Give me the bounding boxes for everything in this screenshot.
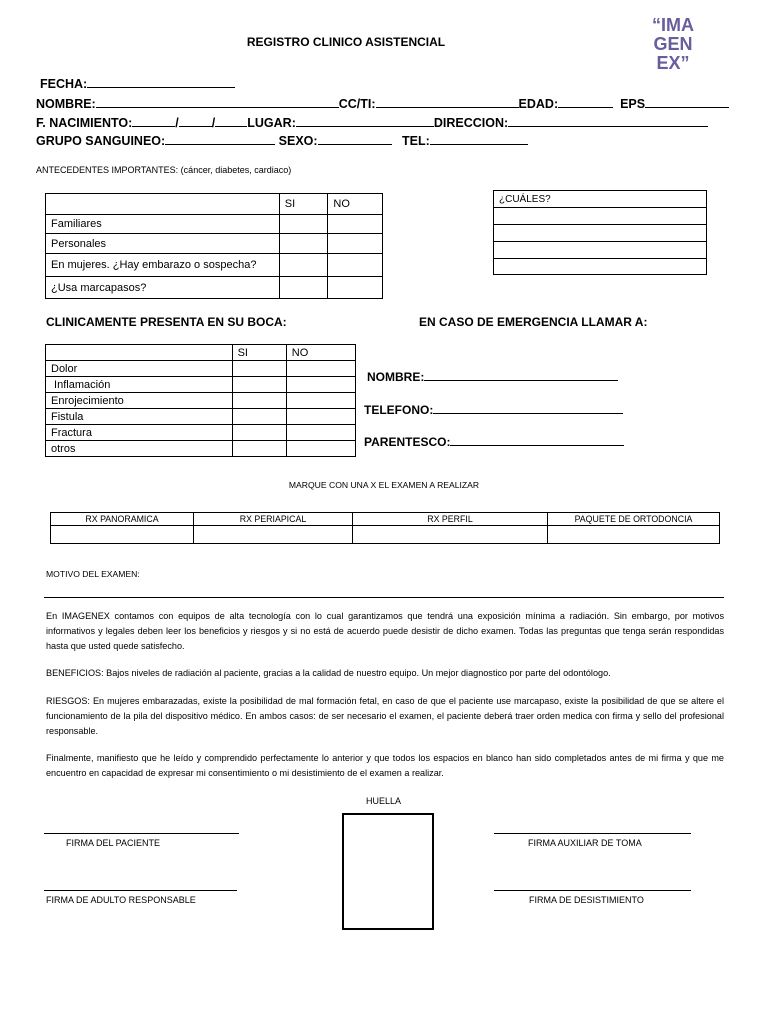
no-cell[interactable] (286, 441, 355, 457)
table-row (46, 254, 383, 277)
eps-field[interactable] (645, 96, 729, 108)
table-row (46, 441, 356, 457)
huella-label: HUELLA (366, 796, 402, 806)
row-label: Familiares (46, 215, 280, 234)
firma-paciente-line[interactable] (44, 833, 239, 834)
row-label: Inflamación (46, 377, 233, 393)
tel-label: TEL: (402, 134, 430, 148)
anio-field[interactable] (215, 115, 247, 127)
tel-field[interactable] (430, 133, 528, 145)
table-row (494, 242, 707, 259)
no-cell[interactable] (328, 215, 383, 234)
slash-1: / (175, 116, 179, 130)
firma-adulto-label: FIRMA DE ADULTO RESPONSABLE (46, 895, 196, 905)
table-row (494, 208, 707, 225)
cuales-cell[interactable] (494, 242, 707, 259)
grupo-row (36, 133, 528, 148)
emergencia-nombre-label: NOMBRE: (367, 370, 425, 384)
final-paragraph: Finalmente, manifiesto que he leído y comprendido perfectamente lo anterior y que todos los espacios en blanco han sido completados antes de mi firma y que me encuentro en capacidad de expresar mi consentimiento o mi desistimiento de el examen a realizar. (46, 753, 724, 778)
col-si: SI (279, 194, 328, 215)
firma-desistimiento-label: FIRMA DE DESISTIMIENTO (529, 895, 644, 905)
firma-auxiliar-line[interactable] (494, 833, 691, 834)
antecedentes-label: ANTECEDENTES IMPORTANTES: (cáncer, diabetes, cardiaco) (36, 165, 292, 175)
logo-line-3: EX” (656, 53, 690, 73)
nombre-label: NOMBRE: (36, 97, 96, 111)
row-label: otros (46, 441, 233, 457)
row-label: Personales (46, 234, 280, 254)
table-row (46, 277, 383, 299)
imagenex-logo (644, 14, 702, 74)
eps-label: EPS (620, 97, 646, 111)
fecha-field[interactable] (87, 76, 235, 88)
table-row (494, 191, 707, 208)
table-row (51, 513, 720, 526)
nombre-field[interactable] (96, 96, 339, 108)
firma-paciente-label: FIRMA DEL PACIENTE (66, 838, 161, 848)
firma-auxiliar-label: FIRMA AUXILIAR DE TOMA (528, 838, 642, 848)
grupo-sanguineo-field[interactable] (165, 133, 275, 145)
no-cell[interactable] (286, 393, 355, 409)
no-cell[interactable] (286, 425, 355, 441)
row-label: ¿Usa marcapasos? (46, 277, 280, 299)
si-cell[interactable] (279, 215, 328, 234)
intro-paragraph: En IMAGENEX contamos con equipos de alta tecnología con lo cual garantizamos que tendrá una exposición mínima a radiación. Sin embargo, por motivos informativos y legales deben leer los beneficios y riesgos y si no está de acuerdo puede desistir de dicho examen. Todas las preguntas que tenga serán respondidas hasta que usted quede satisfecho. (46, 611, 724, 651)
emergencia-parentesco-row (364, 433, 624, 449)
lugar-field[interactable] (296, 115, 434, 127)
examen-option: PAQUETE DE ORTODONCIA (548, 513, 720, 526)
row-label: En mujeres. ¿Hay embarazo o sospecha? (46, 254, 280, 277)
huella-box[interactable] (342, 813, 434, 930)
cuales-cell[interactable] (494, 259, 707, 275)
emergencia-nombre-field[interactable] (424, 368, 618, 381)
si-cell[interactable] (232, 425, 286, 441)
si-cell[interactable] (232, 441, 286, 457)
table-row (494, 225, 707, 242)
slash-2: / (211, 116, 216, 130)
direccion-field[interactable] (508, 115, 708, 127)
dia-field[interactable] (132, 115, 175, 127)
antecedentes-table (45, 193, 383, 299)
si-cell[interactable] (279, 277, 328, 299)
motivo-label: MOTIVO DEL EXAMEN: (46, 569, 140, 579)
motivo-line[interactable] (44, 597, 724, 598)
si-cell[interactable] (232, 409, 286, 425)
no-cell[interactable] (286, 409, 355, 425)
sexo-label: SEXO: (278, 134, 318, 148)
examen-mark-cell[interactable] (194, 526, 353, 544)
table-row (46, 377, 356, 393)
examen-option: RX PERFIL (353, 513, 548, 526)
row-label: Enrojecimiento (46, 393, 233, 409)
table-row (46, 234, 383, 254)
no-cell[interactable] (328, 277, 383, 299)
emergencia-telefono-label: TELEFONO: (364, 403, 434, 417)
si-cell[interactable] (232, 361, 286, 377)
table-row (46, 215, 383, 234)
no-cell[interactable] (328, 234, 383, 254)
riesgos-paragraph: RIESGOS: En mujeres embarazadas, existe la posibilidad de mal formación fetal, en caso de que el paciente use marcapaso, existe la posibilidad de que se altere el funcionamiento de la pila del dispositivo médico. En ambos casos: de ser necesario el examen, el paciente deberá traer orden medica con firma y sello del profesional responsable. (46, 696, 724, 736)
si-cell[interactable] (232, 377, 286, 393)
row-label: Fistula (46, 409, 233, 425)
lugar-label: LUGAR: (247, 116, 296, 130)
sexo-field[interactable] (318, 133, 392, 145)
page-title: REGISTRO CLINICO ASISTENCIAL (246, 35, 446, 49)
firma-adulto-line[interactable] (44, 890, 237, 891)
direccion-label: DIRECCION: (433, 116, 509, 130)
boca-table (45, 344, 356, 457)
emergencia-parentesco-field[interactable] (450, 433, 624, 446)
si-cell[interactable] (232, 393, 286, 409)
cuales-header: ¿CUÁLES? (494, 191, 707, 208)
examen-option: RX PERIAPICAL (194, 513, 353, 526)
fecha-row (40, 76, 235, 91)
table-row (46, 409, 356, 425)
table-row (46, 393, 356, 409)
examen-mark-cell[interactable] (548, 526, 720, 544)
cuales-cell[interactable] (494, 208, 707, 225)
no-cell[interactable] (328, 254, 383, 277)
examen-mark-cell[interactable] (353, 526, 548, 544)
cuales-table (493, 190, 707, 275)
row-label: Fractura (46, 425, 233, 441)
firma-desistimiento-line[interactable] (494, 890, 691, 891)
edad-label: EDAD: (518, 97, 559, 111)
emergencia-nombre-row (367, 368, 618, 384)
examen-mark-cell[interactable] (51, 526, 194, 544)
no-cell[interactable] (286, 361, 355, 377)
emergencia-telefono-row (364, 401, 623, 417)
examen-option: RX PANORAMICA (51, 513, 194, 526)
emergencia-label: EN CASO DE EMERGENCIA LLAMAR A: (419, 315, 648, 329)
table-row (46, 345, 356, 361)
row-label: Dolor (46, 361, 233, 377)
examen-table (50, 512, 720, 544)
col-si: SI (232, 345, 286, 361)
grupo-sanguineo-label: GRUPO SANGUINEO: (36, 134, 166, 148)
mes-field[interactable] (179, 115, 212, 127)
beneficios-paragraph: BENEFICIOS: Bajos niveles de radiación al paciente, gracias a la calidad de nuestro equipo. Un mejor diagnostico por parte del odontólogo. (46, 668, 611, 678)
f-nacimiento-label: F. NACIMIENTO: (36, 116, 133, 130)
cc-ti-field[interactable] (376, 96, 519, 108)
col-no: NO (328, 194, 383, 215)
examen-label: MARQUE CON UNA X EL EXAMEN A REALIZAR (288, 480, 480, 490)
table-row (46, 194, 383, 215)
no-cell[interactable] (286, 377, 355, 393)
emergencia-parentesco-label: PARENTESCO: (364, 435, 451, 449)
si-cell[interactable] (279, 234, 328, 254)
logo-line-1: “IMA (652, 15, 694, 35)
logo-line-2: GEN (653, 34, 693, 54)
col-no: NO (286, 345, 355, 361)
table-row (494, 259, 707, 275)
table-row (51, 526, 720, 544)
fecha-label: FECHA: (40, 77, 88, 91)
table-row (46, 425, 356, 441)
cc-ti-label: CC/TI: (338, 97, 376, 111)
nombre-row (36, 96, 729, 111)
cuales-cell[interactable] (494, 225, 707, 242)
si-cell[interactable] (279, 254, 328, 277)
boca-label: CLINICAMENTE PRESENTA EN SU BOCA: (46, 315, 287, 329)
nacimiento-row (36, 115, 708, 130)
edad-field[interactable] (558, 96, 613, 108)
table-row (46, 361, 356, 377)
emergencia-telefono-field[interactable] (433, 401, 623, 414)
